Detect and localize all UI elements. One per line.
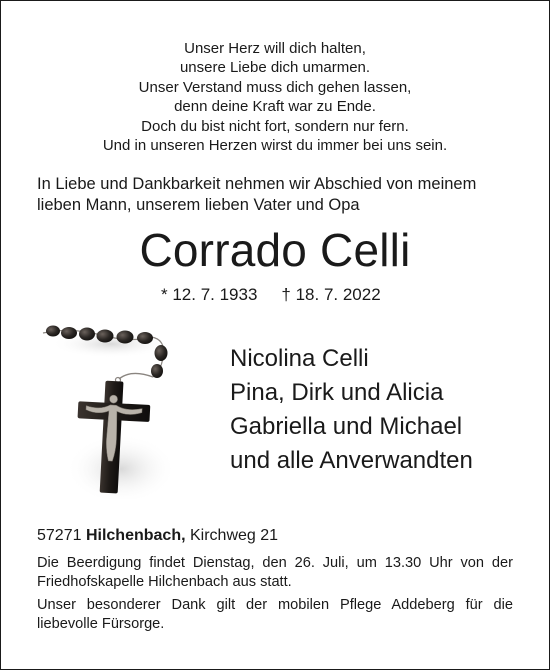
mourner-line: und alle Anverwandten [230,447,473,474]
life-dates [161,285,381,305]
poem-line: Doch du bist nicht fort, sondern nur fern. [141,117,409,135]
street: Kirchweg 21 [189,527,279,544]
funeral-info: Die Beerdigung findet Dienstag, den 26. Juli, um 13.30 Uhr von der Friedhofskapelle Hilchenbach aus statt. [37,555,513,590]
mourner-line: Gabriella und Michael [230,413,463,440]
thanks-text: Unser besonderer Dank gilt der mobilen Pflege Addeberg für die liebevolle Fürsorge. [37,597,513,632]
address [37,526,278,546]
rosary-cross-icon [41,319,211,499]
mourner-line: Nicolina Celli [230,345,369,372]
poem [1,39,549,155]
deceased-name: Corrado Celli [139,224,411,276]
intro-text: In Liebe und Dankbarkeit nehmen wir Abschied von meinem lieben Mann, unserem lieben Vater und Opa [37,175,477,214]
city: Hilchenbach, [85,527,186,544]
mourner-line: Pina, Dirk und Alicia [230,379,444,406]
poem-line: denn deine Kraft war zu Ende. [174,98,376,116]
poem-line: unsere Liebe dich umarmen. [179,59,371,77]
poem-line: Unser Verstand muss dich gehen lassen, [138,78,412,96]
postcode: 57271 [37,527,82,544]
poem-line: Unser Herz will dich halten, [184,40,366,57]
mourners-list [230,342,473,478]
poem-line: Und in unseren Herzen wirst du immer bei uns sein. [102,137,448,155]
death-date: † 18. 7. 2022 [281,285,381,304]
birth-date: * 12. 7. 1933 [161,285,258,304]
